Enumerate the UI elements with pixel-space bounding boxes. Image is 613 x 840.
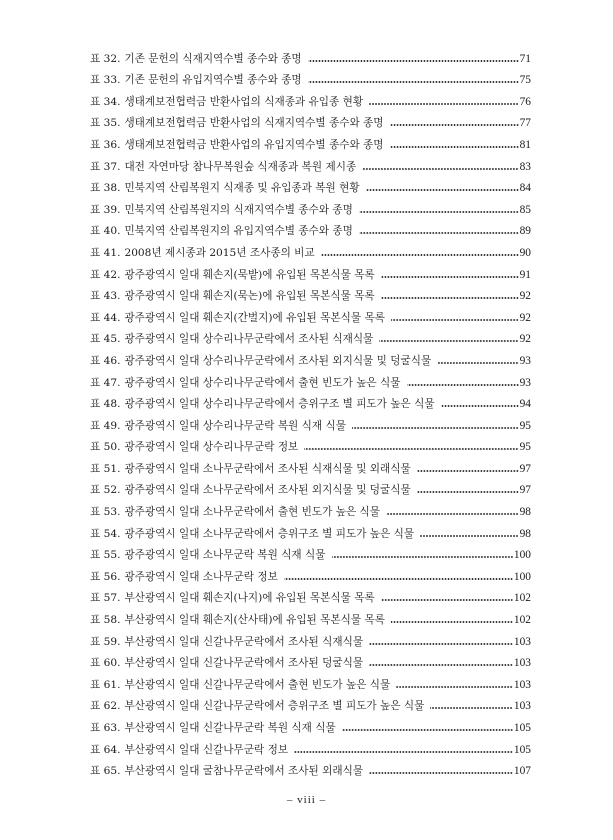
- dot-leader: [420, 535, 519, 537]
- toc-entry[interactable]: [90, 627, 531, 649]
- table-title: 광주광역시 일대 소나무군락에서 조사된 식재식물 및 외래식물: [124, 462, 411, 475]
- table-title: 광주광역시 일대 상수리나무군락에서 조사된 식재식물: [124, 333, 374, 346]
- table-title: 광주광역시 일대 소나무군락에서 층위구조 별 피도가 높은 식물: [124, 527, 415, 540]
- table-title: 광주광역시 일대 상수리나무군락에서 조사된 외지식물 및 덩굴식물: [124, 354, 432, 367]
- toc-entry[interactable]: [90, 152, 531, 174]
- table-number: 표 58.: [90, 614, 121, 627]
- table-title: 부산광역시 일대 신갈나무군락에서 조사된 덩굴식물: [124, 657, 364, 670]
- toc-entry[interactable]: [90, 238, 531, 260]
- table-number: 표 56.: [90, 570, 121, 583]
- page-number: 95: [519, 419, 531, 432]
- table-title: 광주광역시 일대 상수리나무군락 정보: [124, 441, 299, 454]
- table-title: 2008년 제시종과 2015년 조사종의 비교: [124, 246, 315, 259]
- table-number: 표 59.: [90, 635, 121, 648]
- table-title: 생태계보전협력금 반환사업의 식재지역수별 종수와 종명: [124, 117, 384, 130]
- dot-leader: [417, 470, 519, 472]
- table-of-tables: [90, 44, 531, 778]
- table-title: 대전 자연마당 참나무복원숲 식재종과 복원 제시종: [124, 160, 357, 173]
- page-number: 89: [519, 225, 531, 238]
- dot-leader: [359, 232, 519, 234]
- table-number: 표 50.: [90, 441, 121, 454]
- page-number: 102: [513, 592, 531, 605]
- table-title: 부산광역시 일대 신갈나무군락에서 출현 빈도가 높은 식물: [124, 678, 391, 691]
- dot-leader: [308, 60, 519, 62]
- table-number: 표 52.: [90, 484, 121, 497]
- page-number: 107: [513, 765, 531, 778]
- dot-leader: [379, 340, 518, 342]
- toc-entry[interactable]: [90, 562, 531, 584]
- dot-leader: [407, 384, 519, 386]
- toc-entry[interactable]: [90, 217, 531, 239]
- dot-leader: [381, 599, 513, 601]
- toc-entry[interactable]: [90, 130, 531, 152]
- table-title: 부산광역시 일대 굴참나무군락에서 조사된 외래식물: [124, 765, 364, 778]
- table-title: 부산광역시 일대 신갈나무군락 정보: [124, 743, 289, 756]
- table-number: 표 54.: [90, 527, 121, 540]
- table-title: 민북지역 산림복원지의 식재지역수별 종수와 종명: [124, 203, 353, 216]
- page-number: 90: [519, 246, 531, 259]
- page-number: 97: [519, 484, 531, 497]
- dot-leader: [332, 556, 513, 558]
- dot-leader: [321, 254, 519, 256]
- toc-entry[interactable]: [90, 497, 531, 519]
- page-number: 92: [519, 333, 531, 346]
- page-number: 105: [513, 743, 531, 756]
- table-title: 광주광역시 일대 상수리나무군락에서 층위구조 별 피도가 높은 식물: [124, 398, 435, 411]
- table-number: 표 43.: [90, 290, 121, 303]
- toc-entry[interactable]: [90, 584, 531, 606]
- page-number: 98: [519, 506, 531, 519]
- dot-leader: [441, 405, 519, 407]
- toc-entry[interactable]: [90, 519, 531, 541]
- page-number: 103: [513, 678, 531, 691]
- page-number: 81: [519, 138, 531, 151]
- page-number: 93: [519, 354, 531, 367]
- table-title: 광주광역시 일대 소나무군락 정보: [124, 570, 278, 583]
- dot-leader: [417, 491, 519, 493]
- toc-entry[interactable]: [90, 541, 531, 563]
- dot-leader: [381, 297, 519, 299]
- page-number: 103: [513, 657, 531, 670]
- page-number-footer: – viii –: [286, 794, 327, 806]
- dot-leader: [369, 643, 513, 645]
- toc-entry[interactable]: [90, 44, 531, 66]
- page-number: 95: [519, 441, 531, 454]
- table-number: 표 41.: [90, 246, 121, 259]
- dot-leader: [352, 427, 519, 429]
- table-number: 표 37.: [90, 160, 121, 173]
- table-number: 표 44.: [90, 311, 121, 324]
- table-number: 표 64.: [90, 743, 121, 756]
- page-number: 85: [519, 203, 531, 216]
- toc-entry[interactable]: [90, 692, 531, 714]
- table-title: 광주광역시 일대 훼손지(묵밭)에 유입된 목본식물 목록: [124, 268, 375, 281]
- table-title: 광주광역시 일대 소나무군락 복원 식재 식물: [124, 549, 326, 562]
- table-title: 기존 문헌의 식재지역수별 종수와 종명: [124, 52, 302, 65]
- table-title: 생태계보전협력금 반환사업의 유입지역수별 종수와 종명: [124, 138, 384, 151]
- table-title: 민북지역 산림복원지 식재종 및 유입종과 복원 현황: [124, 182, 360, 195]
- table-title: 민북지역 산림복원지의 유입지역수별 종수와 종명: [124, 225, 353, 238]
- table-title: 광주광역시 일대 소나무군락에서 조사된 외지식물 및 덩굴식물: [124, 484, 411, 497]
- dot-leader: [391, 319, 519, 321]
- toc-entry[interactable]: [90, 411, 531, 433]
- table-number: 표 32.: [90, 52, 121, 65]
- table-number: 표 47.: [90, 376, 121, 389]
- table-title: 부산광역시 일대 신갈나무군락에서 조사된 식재식물: [124, 635, 364, 648]
- toc-entry[interactable]: [90, 109, 531, 131]
- toc-entry[interactable]: [90, 346, 531, 368]
- page-number: 83: [519, 160, 531, 173]
- toc-entry[interactable]: [90, 66, 531, 88]
- dot-leader: [294, 751, 513, 753]
- table-number: 표 40.: [90, 225, 121, 238]
- dot-leader: [304, 448, 518, 450]
- dot-leader: [284, 578, 513, 580]
- table-title: 부산광역시 일대 훼손지(나지)에 유입된 목본식물 목록: [124, 592, 375, 605]
- dot-leader: [308, 81, 519, 83]
- table-title: 부산광역시 일대 신갈나무군락에서 층위구조 별 피도가 높은 식물: [124, 700, 425, 713]
- page-number: 103: [513, 635, 531, 648]
- toc-entry[interactable]: [90, 260, 531, 282]
- dot-leader: [381, 276, 519, 278]
- toc-entry[interactable]: [90, 174, 531, 196]
- table-title: 광주광역시 일대 상수리나무군락 복원 식재 식물: [124, 419, 346, 432]
- table-number: 표 60.: [90, 657, 121, 670]
- table-number: 표 48.: [90, 398, 121, 411]
- page-number: 100: [513, 570, 531, 583]
- toc-entry[interactable]: [90, 757, 531, 779]
- table-title: 부산광역시 일대 신갈나무군락 복원 식재 식물: [124, 722, 336, 734]
- page-number: 100: [513, 549, 531, 562]
- table-title: 부산광역시 일대 훼손지(산사태)에 유입된 목본식물 목록: [124, 614, 385, 627]
- page-number: 105: [513, 722, 531, 734]
- toc-entry[interactable]: [90, 476, 531, 498]
- toc-entry[interactable]: [90, 87, 531, 109]
- table-number: 표 38.: [90, 182, 121, 195]
- toc-entry[interactable]: [90, 433, 531, 455]
- table-title: 광주광역시 일대 훼손지(간벌지)에 유입된 목본식물 목록: [124, 311, 385, 324]
- dot-leader: [396, 686, 513, 688]
- dot-leader: [359, 211, 519, 213]
- dot-leader: [437, 362, 518, 364]
- page-number: 97: [519, 462, 531, 475]
- page-number: 92: [519, 311, 531, 324]
- page-number: 84: [519, 182, 531, 195]
- page-number: 103: [513, 700, 531, 713]
- table-number: 표 65.: [90, 765, 121, 778]
- toc-entry[interactable]: [90, 325, 531, 347]
- table-number: 표 53.: [90, 506, 121, 519]
- table-number: 표 55.: [90, 549, 121, 562]
- table-number: 표 51.: [90, 462, 121, 475]
- table-number: 표 35.: [90, 117, 121, 130]
- table-title: 생태계보전협력금 반환사업의 식재종과 유입종 현황: [124, 95, 364, 108]
- page-number: 102: [513, 614, 531, 627]
- table-title: 광주광역시 일대 훼손지(묵논)에 유입된 목본식물 목록: [124, 290, 375, 303]
- page-number: 76: [519, 95, 531, 108]
- table-number: 표 63.: [90, 722, 121, 734]
- toc-entry[interactable]: [90, 390, 531, 412]
- dot-leader: [430, 707, 513, 709]
- page-number: 75: [519, 74, 531, 87]
- toc-entry[interactable]: [90, 303, 531, 325]
- dot-leader: [390, 124, 519, 126]
- dot-leader: [362, 168, 518, 170]
- table-number: 표 39.: [90, 203, 121, 216]
- toc-entry[interactable]: [90, 735, 531, 757]
- table-number: 표 45.: [90, 333, 121, 346]
- table-number: 표 46.: [90, 354, 121, 367]
- toc-entry[interactable]: [90, 195, 531, 217]
- page-number: 77: [519, 117, 531, 130]
- table-number: 표 33.: [90, 74, 121, 87]
- dot-leader: [386, 513, 519, 515]
- page-number: 71: [519, 52, 531, 65]
- toc-entry[interactable]: [90, 649, 531, 671]
- toc-entry[interactable]: [90, 368, 531, 390]
- dot-leader: [369, 103, 519, 105]
- toc-entry[interactable]: [90, 670, 531, 692]
- table-title: 광주광역시 일대 상수리나무군락에서 출현 빈도가 높은 식물: [124, 376, 401, 389]
- table-title: 광주광역시 일대 소나무군락에서 출현 빈도가 높은 식물: [124, 506, 381, 519]
- dot-leader: [369, 772, 513, 774]
- table-number: 표 49.: [90, 419, 121, 432]
- toc-entry[interactable]: [90, 454, 531, 476]
- dot-leader: [366, 189, 519, 191]
- page-number: 92: [519, 290, 531, 303]
- dot-leader: [342, 729, 513, 731]
- toc-entry[interactable]: [90, 713, 531, 735]
- table-number: 표 34.: [90, 95, 121, 108]
- page-number: 91: [519, 268, 531, 281]
- table-title: 기존 문헌의 유입지역수별 종수와 종명: [124, 74, 302, 87]
- toc-entry[interactable]: [90, 605, 531, 627]
- page-number: 94: [519, 398, 531, 411]
- table-number: 표 61.: [90, 678, 121, 691]
- page-number: 93: [519, 376, 531, 389]
- dot-leader: [391, 621, 513, 623]
- toc-entry[interactable]: [90, 282, 531, 304]
- table-number: 표 57.: [90, 592, 121, 605]
- dot-leader: [390, 146, 519, 148]
- table-number: 표 42.: [90, 268, 121, 281]
- table-number: 표 62.: [90, 700, 121, 713]
- page-number: 98: [519, 527, 531, 540]
- table-number: 표 36.: [90, 138, 121, 151]
- dot-leader: [369, 664, 513, 666]
